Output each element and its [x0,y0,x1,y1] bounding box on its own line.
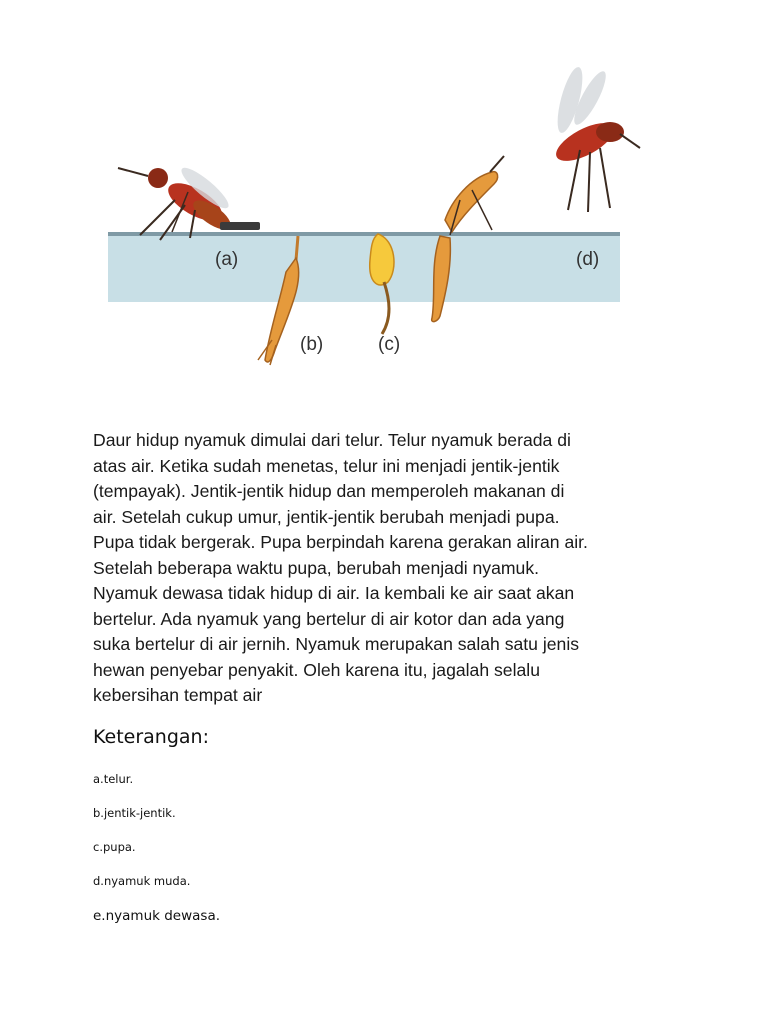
life-cycle-paragraph: Daur hidup nyamuk dimulai dari telur. Telur nyamuk berada di atas air. Ketika sudah menetas, telur ini menjadi jentik-jentik (tempayak). Jentik-jentik hidup dan memperoleh makanan di air. Setelah cukup umur, jentik-jentik berubah menjadi pupa. Pupa tidak bergerak. Pupa berpindah karena gerakan aliran air. Setelah beberapa waktu pupa, berubah menjadi nyamuk. Nyamuk dewasa tidak hidup di air. Ia kembali ke air saat akan bertelur. Ada nyamuk yang bertelur di air kotor dan ada yang suka bertelur di air jernih. Nyamuk merupakan salah satu jenis hewan penyebar penyakit. Oleh karena itu, jagalah selalu kebersihan tempat air [93,430,588,705]
adult-mosquito [551,65,640,212]
legend-heading: Keterangan: [93,726,209,748]
label-b: (b) [300,334,324,355]
legend-item-c: c.pupa. [93,840,136,854]
water-surface [108,232,620,302]
egg-raft [220,222,260,230]
legend-item-d: d.nyamuk muda. [93,874,191,888]
legend-list [93,772,220,943]
life-cycle-svg [100,60,660,390]
water-line [108,232,620,236]
label-d: (d) [576,249,600,270]
legend-item-a: a.telur. [93,772,134,786]
legend-item-e: e.nyamuk dewasa. [93,908,221,924]
egg-laying-mosquito [118,163,235,240]
mosquito-life-cycle-illustration [100,60,660,390]
label-a: (a) [215,249,239,270]
legend-item-b: b.jentik-jentik. [93,806,176,820]
label-c: (c) [378,334,401,355]
